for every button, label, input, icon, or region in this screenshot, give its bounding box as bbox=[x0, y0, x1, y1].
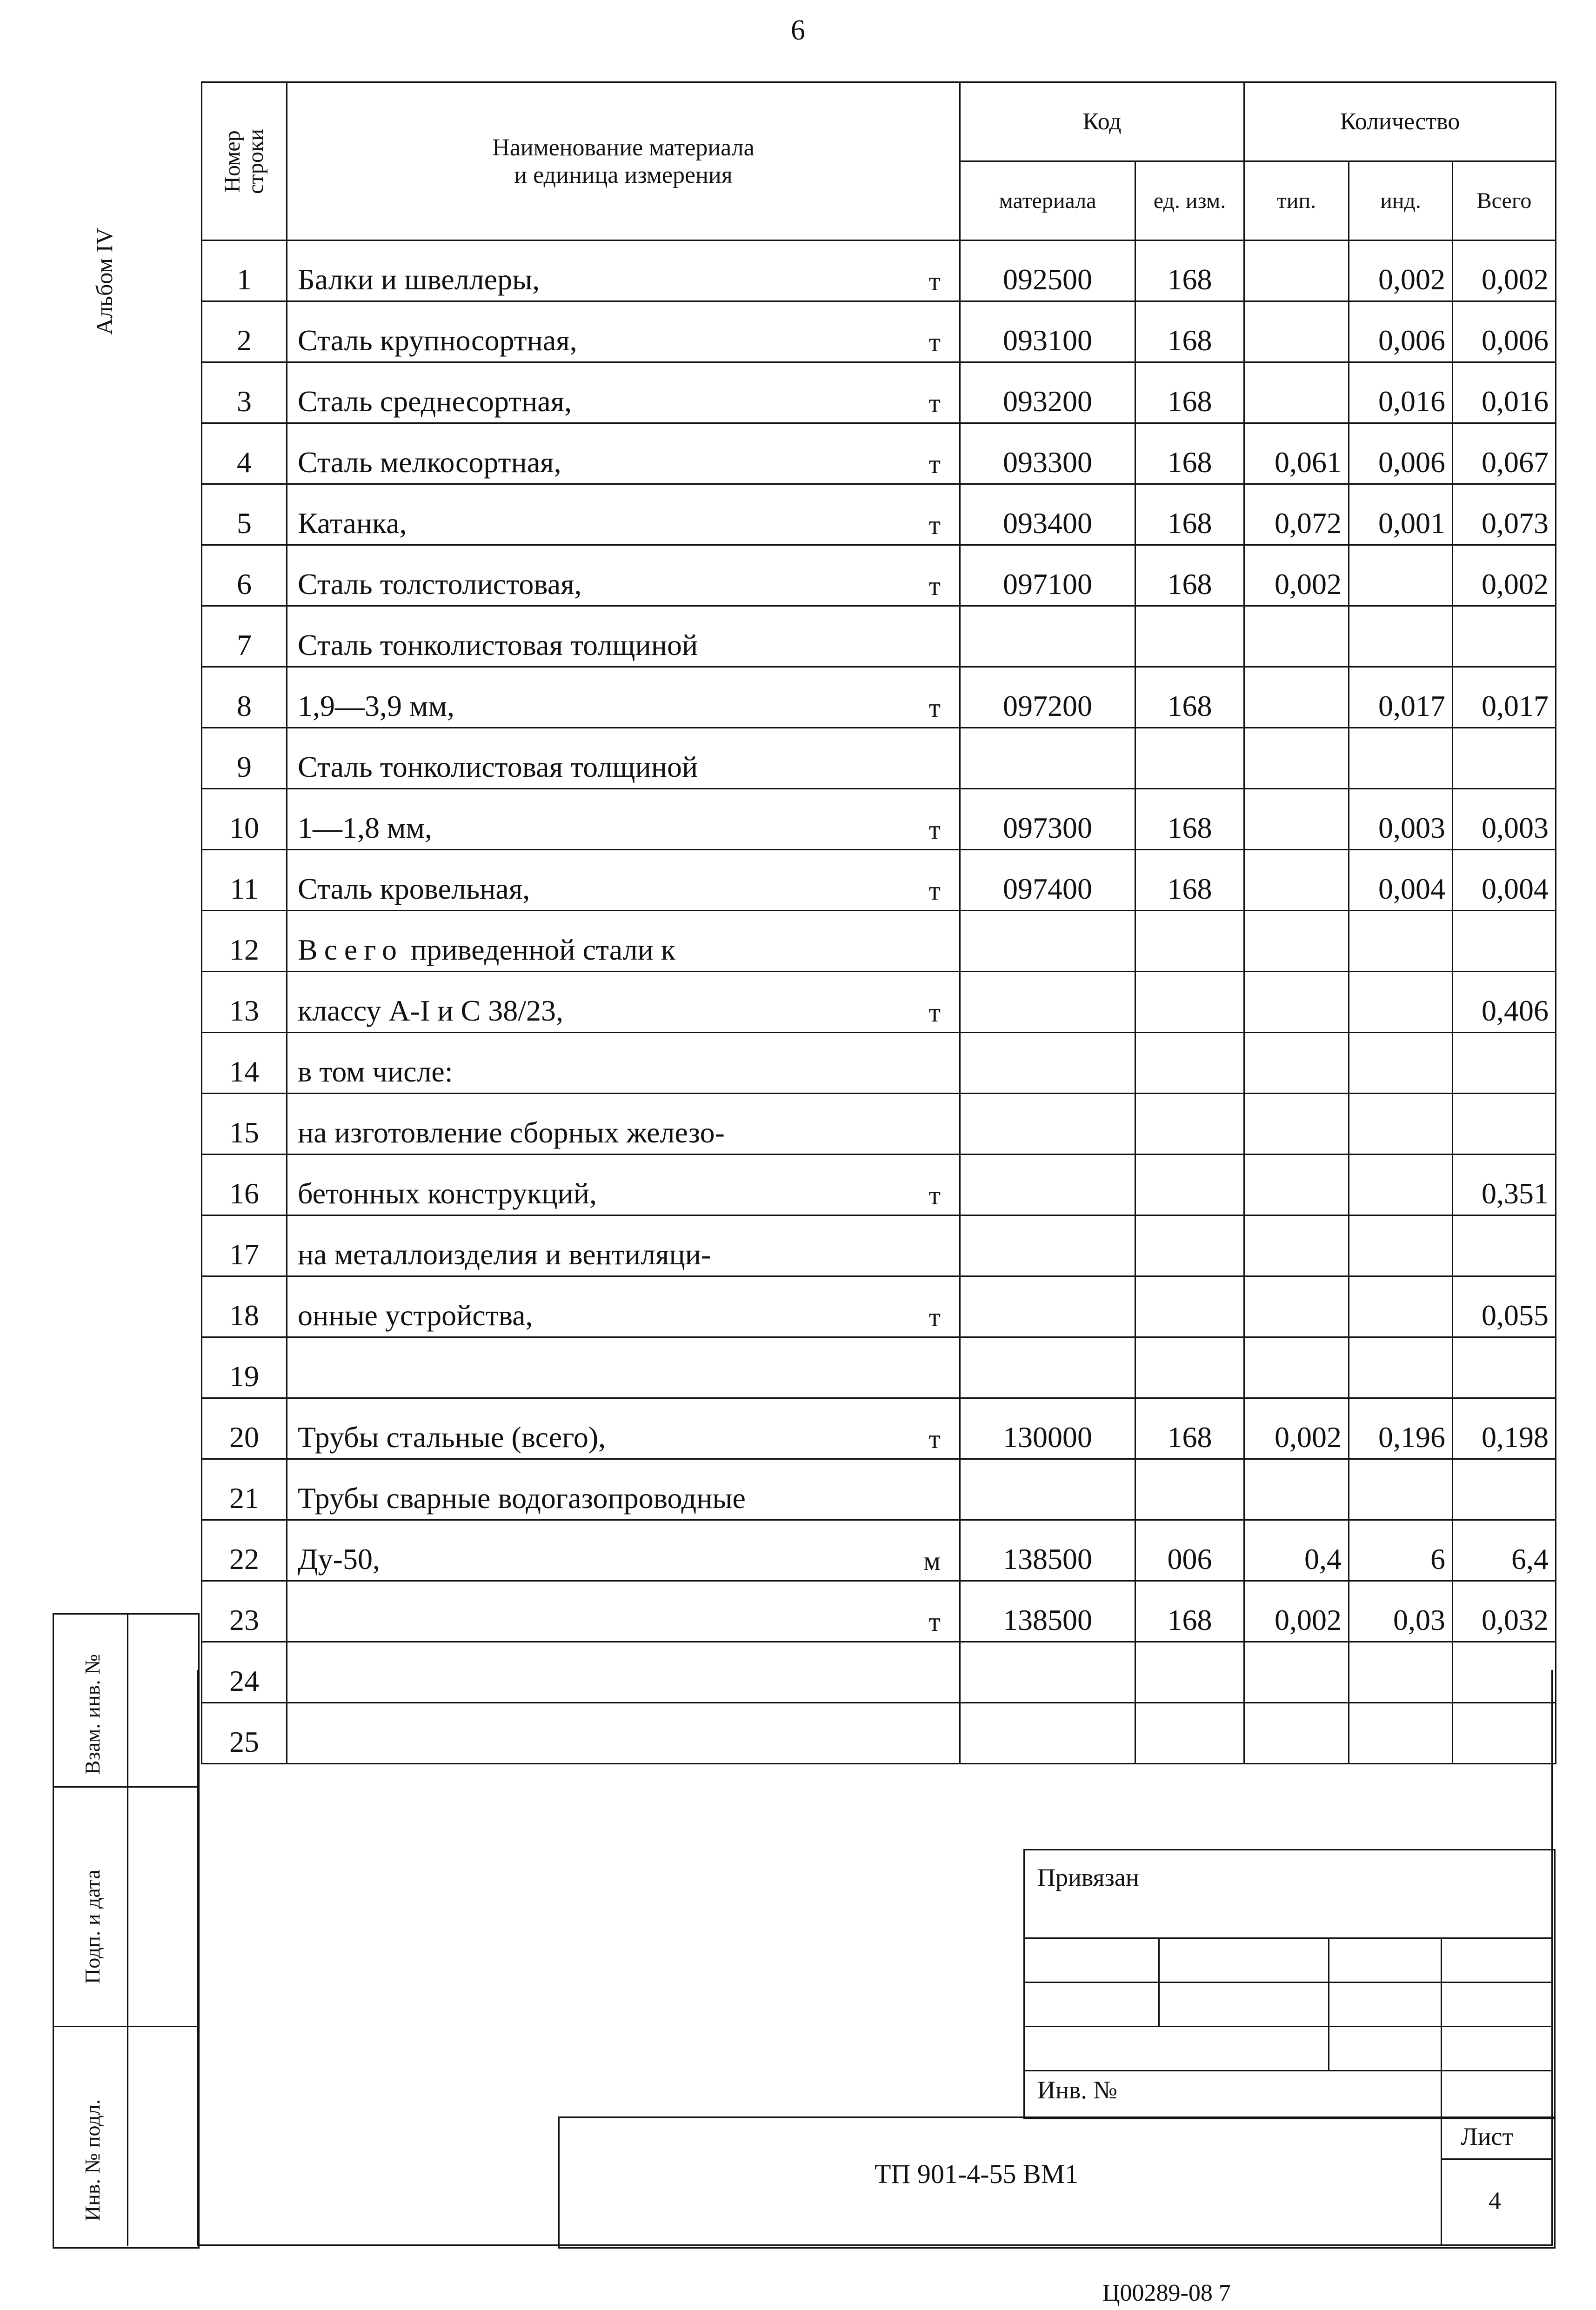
qty-total bbox=[1453, 1033, 1556, 1094]
row-number: 19 bbox=[202, 1337, 287, 1398]
unit-code bbox=[1135, 1276, 1244, 1337]
qty-ind: 0,016 bbox=[1349, 362, 1453, 423]
material-code bbox=[960, 1703, 1135, 1764]
table-row bbox=[202, 1459, 1556, 1520]
material-name bbox=[287, 667, 960, 728]
unit: т bbox=[928, 997, 941, 1028]
material-code: 092500 bbox=[960, 240, 1135, 301]
qty-typ: 0,072 bbox=[1244, 484, 1349, 545]
row-number: 15 bbox=[202, 1094, 287, 1155]
row-number: 23 bbox=[202, 1581, 287, 1642]
row-number: 21 bbox=[202, 1459, 287, 1520]
material-code bbox=[960, 1459, 1135, 1520]
qty-total bbox=[1453, 1337, 1556, 1398]
qty-ind: 0,006 bbox=[1349, 423, 1453, 484]
inv-podl-label: Инв. № подл. bbox=[80, 2099, 104, 2221]
unit-code: 168 bbox=[1135, 1398, 1244, 1459]
qty-ind bbox=[1349, 1642, 1453, 1703]
table-row bbox=[202, 667, 1556, 728]
qty-typ bbox=[1244, 1642, 1349, 1703]
qty-total: 0,055 bbox=[1453, 1276, 1556, 1337]
qty-total: 0,004 bbox=[1453, 850, 1556, 911]
material-name-header: Наименование материала и единица измерения bbox=[287, 82, 960, 240]
qty-ind bbox=[1349, 1094, 1453, 1155]
material-name-text: Сталь толстолистовая, bbox=[298, 567, 582, 601]
table-row bbox=[202, 545, 1556, 606]
qty-ind bbox=[1349, 1459, 1453, 1520]
material-name-text: на изготовление сборных железо- bbox=[298, 1116, 725, 1149]
unit: т bbox=[928, 449, 941, 479]
unit-code bbox=[1135, 1033, 1244, 1094]
row-number: 24 bbox=[202, 1642, 287, 1703]
qty-total bbox=[1453, 911, 1556, 972]
material-name bbox=[287, 1155, 960, 1215]
table-row bbox=[202, 484, 1556, 545]
qty-total bbox=[1453, 1094, 1556, 1155]
table-row bbox=[202, 1398, 1556, 1459]
material-name-text: 1—1,8 мм, bbox=[298, 811, 432, 844]
row-number: 10 bbox=[202, 789, 287, 850]
material-name bbox=[287, 545, 960, 606]
album-label: Альбом IV bbox=[91, 227, 117, 335]
qty-ind: 0,017 bbox=[1349, 667, 1453, 728]
page-number: 6 bbox=[791, 14, 805, 46]
qty-total: 0,003 bbox=[1453, 789, 1556, 850]
row-number: 3 bbox=[202, 362, 287, 423]
row-number: 25 bbox=[202, 1703, 287, 1764]
material-code bbox=[960, 1155, 1135, 1215]
qty-typ bbox=[1244, 1155, 1349, 1215]
qty-ind: 0,001 bbox=[1349, 484, 1453, 545]
row-number: 9 bbox=[202, 728, 287, 789]
table-row bbox=[202, 1520, 1556, 1581]
unit: т bbox=[928, 266, 941, 296]
material-code: 097400 bbox=[960, 850, 1135, 911]
material-name-text: на металлоизделия и вентиляци- bbox=[298, 1238, 711, 1271]
table-row bbox=[202, 1642, 1556, 1703]
material-name bbox=[287, 911, 960, 972]
material-name bbox=[287, 1094, 960, 1155]
material-name-text: Катанка, bbox=[298, 507, 407, 540]
material-name bbox=[287, 301, 960, 362]
row-number: 14 bbox=[202, 1033, 287, 1094]
qty-ind bbox=[1349, 1215, 1453, 1276]
qty-typ bbox=[1244, 301, 1349, 362]
unit-code bbox=[1135, 1459, 1244, 1520]
unit-code: 168 bbox=[1135, 362, 1244, 423]
qty-typ bbox=[1244, 850, 1349, 911]
unit-code bbox=[1135, 972, 1244, 1033]
table-row bbox=[202, 1703, 1556, 1764]
material-name bbox=[287, 850, 960, 911]
qty-total bbox=[1453, 728, 1556, 789]
materials-table bbox=[201, 81, 1556, 1764]
unit: т bbox=[928, 571, 941, 601]
qty-typ bbox=[1244, 240, 1349, 301]
unit: т bbox=[928, 1302, 941, 1332]
unit: м bbox=[923, 1546, 941, 1576]
row-number: 7 bbox=[202, 606, 287, 667]
table-row bbox=[202, 911, 1556, 972]
unit-code bbox=[1135, 1155, 1244, 1215]
unit-code bbox=[1135, 1337, 1244, 1398]
table-row bbox=[202, 1094, 1556, 1155]
material-name-text: в том числе: bbox=[298, 1055, 453, 1088]
unit: т bbox=[928, 815, 941, 845]
material-name-text: Балки и швеллеры, bbox=[298, 263, 540, 296]
inv-number-label: Инв. № bbox=[1037, 2076, 1117, 2104]
unit-code: 168 bbox=[1135, 1581, 1244, 1642]
qty-total-header: Всего bbox=[1453, 161, 1556, 240]
unit: т bbox=[928, 693, 941, 723]
material-name-text: онные устройства, bbox=[298, 1299, 533, 1332]
code-unit-header: ед. изм. bbox=[1135, 161, 1244, 240]
qty-typ bbox=[1244, 362, 1349, 423]
material-name bbox=[287, 972, 960, 1033]
material-name-text: бетонных конструкций, bbox=[298, 1177, 597, 1210]
qty-ind: 0,196 bbox=[1349, 1398, 1453, 1459]
row-number: 20 bbox=[202, 1398, 287, 1459]
qty-typ: 0,4 bbox=[1244, 1520, 1349, 1581]
sheet-number: 4 bbox=[1489, 2187, 1501, 2215]
qty-typ bbox=[1244, 667, 1349, 728]
qty-total: 0,198 bbox=[1453, 1398, 1556, 1459]
unit: т bbox=[928, 510, 941, 540]
quantity-group-header: Количество bbox=[1244, 82, 1556, 161]
row-number: 12 bbox=[202, 911, 287, 972]
material-name-spaced: Всего bbox=[298, 933, 403, 966]
qty-typ: 0,002 bbox=[1244, 1398, 1349, 1459]
qty-typ bbox=[1244, 972, 1349, 1033]
material-name bbox=[287, 240, 960, 301]
material-name bbox=[287, 1215, 960, 1276]
unit: т bbox=[928, 875, 941, 906]
material-code bbox=[960, 911, 1135, 972]
row-number: 11 bbox=[202, 850, 287, 911]
qty-ind bbox=[1349, 911, 1453, 972]
table-row bbox=[202, 1337, 1556, 1398]
qty-total: 0,017 bbox=[1453, 667, 1556, 728]
material-name-text: Трубы сварные водогазопроводные bbox=[298, 1482, 746, 1515]
qty-typ bbox=[1244, 1215, 1349, 1276]
bottom-code: Ц00289-08 7 bbox=[1102, 2280, 1231, 2306]
qty-total: 0,032 bbox=[1453, 1581, 1556, 1642]
qty-total: 0,006 bbox=[1453, 301, 1556, 362]
qty-total: 0,067 bbox=[1453, 423, 1556, 484]
qty-typ: 0,061 bbox=[1244, 423, 1349, 484]
row-number: 18 bbox=[202, 1276, 287, 1337]
qty-ind bbox=[1349, 1276, 1453, 1337]
table-row bbox=[202, 1581, 1556, 1642]
material-code bbox=[960, 1215, 1135, 1276]
unit-code: 006 bbox=[1135, 1520, 1244, 1581]
material-name-text: Ду-50, bbox=[298, 1542, 380, 1576]
table-row bbox=[202, 301, 1556, 362]
row-number-header: Номер строки bbox=[202, 82, 287, 240]
unit-code: 168 bbox=[1135, 850, 1244, 911]
unit-code: 168 bbox=[1135, 545, 1244, 606]
code-material-header: материала bbox=[960, 161, 1135, 240]
qty-total: 0,073 bbox=[1453, 484, 1556, 545]
qty-ind bbox=[1349, 728, 1453, 789]
material-code bbox=[960, 1337, 1135, 1398]
material-code bbox=[960, 728, 1135, 789]
document-designation: ТП 901-4-55 ВМ1 bbox=[875, 2159, 1079, 2189]
qty-total bbox=[1453, 606, 1556, 667]
table-row bbox=[202, 1276, 1556, 1337]
row-number: 13 bbox=[202, 972, 287, 1033]
row-number: 5 bbox=[202, 484, 287, 545]
qty-typ bbox=[1244, 911, 1349, 972]
qty-typ bbox=[1244, 606, 1349, 667]
side-stamp bbox=[53, 1613, 200, 2249]
qty-typ bbox=[1244, 1703, 1349, 1764]
material-code bbox=[960, 1642, 1135, 1703]
material-code bbox=[960, 606, 1135, 667]
qty-ind bbox=[1349, 972, 1453, 1033]
qty-typ bbox=[1244, 1276, 1349, 1337]
qty-ind bbox=[1349, 1033, 1453, 1094]
qty-ind-header: инд. bbox=[1349, 161, 1453, 240]
row-number: 4 bbox=[202, 423, 287, 484]
unit-code bbox=[1135, 728, 1244, 789]
table-row bbox=[202, 423, 1556, 484]
material-name bbox=[287, 1642, 960, 1703]
qty-typ bbox=[1244, 1459, 1349, 1520]
qty-total: 0,406 bbox=[1453, 972, 1556, 1033]
material-name-text: Сталь крупносортная, bbox=[298, 324, 577, 357]
material-code: 093400 bbox=[960, 484, 1135, 545]
table-row bbox=[202, 1155, 1556, 1215]
qty-total bbox=[1453, 1642, 1556, 1703]
qty-ind: 0,004 bbox=[1349, 850, 1453, 911]
unit-code bbox=[1135, 1094, 1244, 1155]
material-name bbox=[287, 1520, 960, 1581]
material-name-text: 1,9—3,9 мм, bbox=[298, 689, 454, 722]
material-code: 093300 bbox=[960, 423, 1135, 484]
material-code: 093100 bbox=[960, 301, 1135, 362]
row-number: 8 bbox=[202, 667, 287, 728]
material-name bbox=[287, 1398, 960, 1459]
material-name bbox=[287, 606, 960, 667]
qty-typ bbox=[1244, 728, 1349, 789]
qty-total: 0,351 bbox=[1453, 1155, 1556, 1215]
qty-total bbox=[1453, 1703, 1556, 1764]
material-name-text: Сталь среднесортная, bbox=[298, 385, 572, 418]
material-name-text: приведенной стали к bbox=[403, 933, 675, 966]
row-number: 1 bbox=[202, 240, 287, 301]
material-name bbox=[287, 1033, 960, 1094]
qty-ind: 0,002 bbox=[1349, 240, 1453, 301]
qty-total: 0,016 bbox=[1453, 362, 1556, 423]
material-name-text: Сталь тонколистовая толщиной bbox=[298, 750, 698, 783]
material-name bbox=[287, 1276, 960, 1337]
qty-total: 0,002 bbox=[1453, 545, 1556, 606]
qty-total: 0,002 bbox=[1453, 240, 1556, 301]
material-name bbox=[287, 1337, 960, 1398]
unit-code bbox=[1135, 911, 1244, 972]
material-code bbox=[960, 1033, 1135, 1094]
material-name-text: Сталь кровельная, bbox=[298, 872, 530, 905]
material-name bbox=[287, 1581, 960, 1642]
qty-typ bbox=[1244, 1033, 1349, 1094]
material-code: 097100 bbox=[960, 545, 1135, 606]
unit-code bbox=[1135, 1215, 1244, 1276]
material-code: 093200 bbox=[960, 362, 1135, 423]
material-code bbox=[960, 1276, 1135, 1337]
material-code: 138500 bbox=[960, 1581, 1135, 1642]
unit: т bbox=[928, 327, 941, 357]
unit: т bbox=[928, 1424, 941, 1454]
table-row bbox=[202, 1033, 1556, 1094]
podp-data-label: Подп. и дата bbox=[80, 1869, 104, 1984]
table-row bbox=[202, 606, 1556, 667]
material-name bbox=[287, 1459, 960, 1520]
material-code: 138500 bbox=[960, 1520, 1135, 1581]
material-name bbox=[287, 362, 960, 423]
table-row bbox=[202, 789, 1556, 850]
qty-ind: 0,006 bbox=[1349, 301, 1453, 362]
material-name-text: Трубы стальные (всего), bbox=[298, 1421, 606, 1454]
sheet-label: Лист bbox=[1461, 2123, 1514, 2150]
unit: т bbox=[928, 1607, 941, 1637]
qty-ind bbox=[1349, 1703, 1453, 1764]
table-row bbox=[202, 850, 1556, 911]
qty-typ: 0,002 bbox=[1244, 545, 1349, 606]
unit: т bbox=[928, 1180, 941, 1210]
row-number: 17 bbox=[202, 1215, 287, 1276]
qty-ind: 0,03 bbox=[1349, 1581, 1453, 1642]
unit-code: 168 bbox=[1135, 423, 1244, 484]
unit-code: 168 bbox=[1135, 301, 1244, 362]
unit-code bbox=[1135, 1703, 1244, 1764]
vzam-inv-label: Взам. инв. № bbox=[80, 1654, 104, 1775]
qty-ind bbox=[1349, 1337, 1453, 1398]
material-code bbox=[960, 972, 1135, 1033]
unit-code: 168 bbox=[1135, 789, 1244, 850]
material-code: 097300 bbox=[960, 789, 1135, 850]
row-number: 2 bbox=[202, 301, 287, 362]
material-name bbox=[287, 423, 960, 484]
material-code: 130000 bbox=[960, 1398, 1135, 1459]
row-number: 6 bbox=[202, 545, 287, 606]
qty-ind bbox=[1349, 606, 1453, 667]
unit-code: 168 bbox=[1135, 484, 1244, 545]
unit: т bbox=[928, 388, 941, 418]
material-name bbox=[287, 789, 960, 850]
unit-code bbox=[1135, 606, 1244, 667]
qty-ind: 6 bbox=[1349, 1520, 1453, 1581]
qty-ind bbox=[1349, 545, 1453, 606]
privyazan-label: Привязан bbox=[1037, 1863, 1139, 1891]
material-name bbox=[287, 728, 960, 789]
material-name-text: Сталь тонколистовая толщиной bbox=[298, 628, 698, 661]
qty-total: 6,4 bbox=[1453, 1520, 1556, 1581]
row-number: 16 bbox=[202, 1155, 287, 1215]
qty-total bbox=[1453, 1215, 1556, 1276]
qty-typ bbox=[1244, 1094, 1349, 1155]
table-row bbox=[202, 362, 1556, 423]
material-code: 097200 bbox=[960, 667, 1135, 728]
material-name-text: классу А-I и С 38/23, bbox=[298, 994, 563, 1027]
table-row bbox=[202, 728, 1556, 789]
unit-code: 168 bbox=[1135, 240, 1244, 301]
table-row bbox=[202, 240, 1556, 301]
code-group-header: Код bbox=[960, 82, 1244, 161]
qty-typ: 0,002 bbox=[1244, 1581, 1349, 1642]
qty-typ bbox=[1244, 1337, 1349, 1398]
material-name bbox=[287, 484, 960, 545]
table-row bbox=[202, 1215, 1556, 1276]
unit-code: 168 bbox=[1135, 667, 1244, 728]
qty-typ-header: тип. bbox=[1244, 161, 1349, 240]
material-code bbox=[960, 1094, 1135, 1155]
qty-ind: 0,003 bbox=[1349, 789, 1453, 850]
qty-ind bbox=[1349, 1155, 1453, 1215]
row-number: 22 bbox=[202, 1520, 287, 1581]
qty-total bbox=[1453, 1459, 1556, 1520]
unit-code bbox=[1135, 1642, 1244, 1703]
material-name-text: Сталь мелкосортная, bbox=[298, 446, 561, 479]
table-row bbox=[202, 972, 1556, 1033]
qty-typ bbox=[1244, 789, 1349, 850]
material-name bbox=[287, 1703, 960, 1764]
